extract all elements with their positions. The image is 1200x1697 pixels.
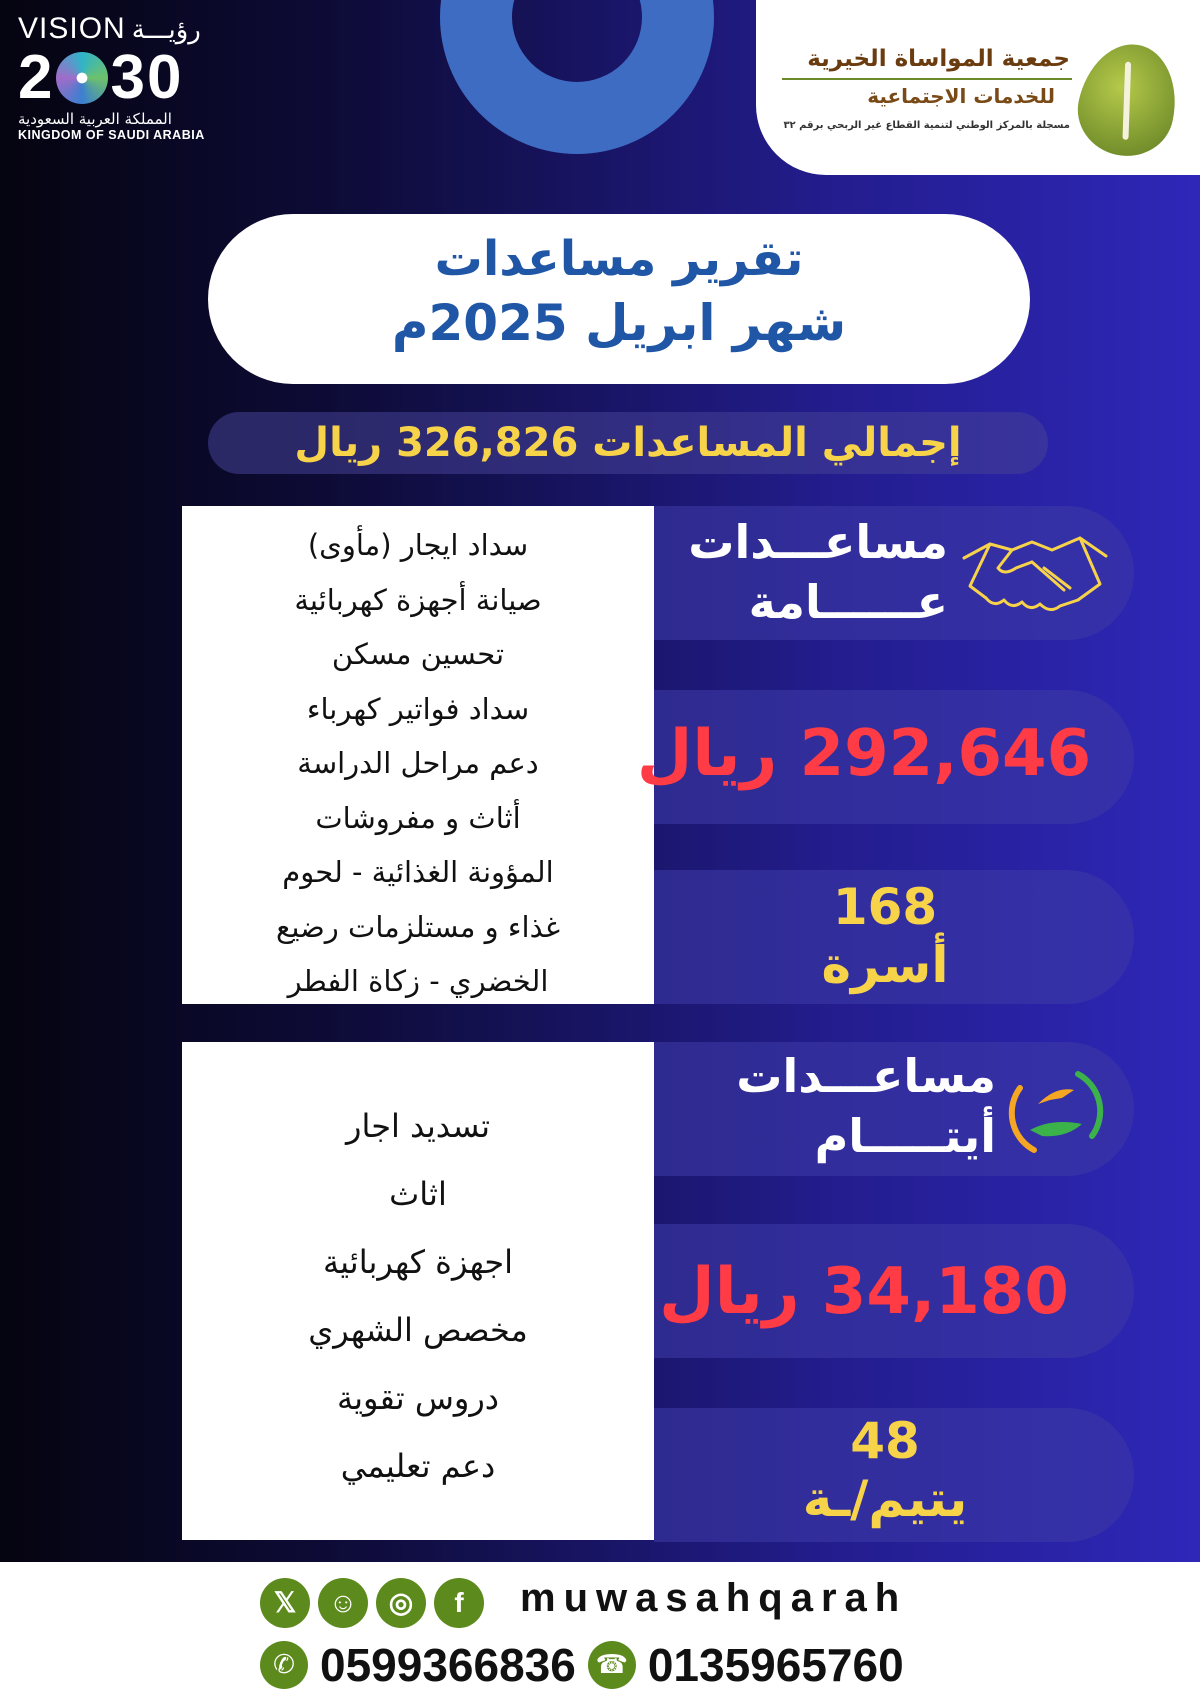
orphans-title (736, 1046, 996, 1166)
report-title-line1: تقرير مساعدات (434, 231, 804, 287)
vision-year-b: 30 (110, 43, 184, 112)
vision-year-a: 2 (18, 43, 55, 112)
orphans-title-line1: مساعـــدات (736, 1049, 996, 1103)
association-name-line1: جمعية المواساة الخيرية (807, 46, 1070, 72)
orphans-items-list (182, 1042, 654, 1540)
list-item: أثاث و مفروشات (315, 800, 521, 835)
general-count-unit: أسرة (821, 936, 949, 994)
orphans-count (760, 1412, 1010, 1528)
list-item: سداد ايجار (مأوى) (307, 528, 529, 562)
list-item: تحسين مسكن (331, 637, 505, 671)
association-registration: مسجلة بالمركز الوطني لتنمية القطاع غير الربحي برقم ٣٢ (783, 120, 1070, 131)
association-leaf-icon (1069, 35, 1186, 165)
instagram-icon[interactable]: ◎ (376, 1578, 426, 1628)
mobile-number[interactable]: 0599366836 (320, 1639, 576, 1691)
list-item: صيانة أجهزة كهربائية (294, 582, 542, 617)
report-title (208, 214, 1030, 384)
list-item: دعم مراحل الدراسة (297, 746, 539, 780)
list-item: اثاث (389, 1175, 447, 1213)
association-logo-card (756, 0, 1200, 175)
general-count (760, 878, 1010, 994)
vision-label-ar: رؤيـــة (131, 15, 201, 45)
phone-number[interactable]: 0135965760 (647, 1639, 904, 1691)
orphans-count-number: 48 (850, 1412, 920, 1470)
x-icon[interactable]: 𝕏 (260, 1578, 310, 1628)
social-icons (260, 1578, 484, 1628)
list-item: سداد فواتير كهرباء (306, 691, 530, 726)
list-item: دروس تقوية (336, 1379, 500, 1417)
association-name-line2: للخدمات الاجتماعية (867, 84, 1055, 108)
handshake-icon (960, 528, 1110, 620)
orphans-count-unit: يتيم/ـة (802, 1470, 968, 1528)
whatsapp-icon: ✆ (260, 1641, 308, 1689)
general-title (688, 512, 948, 632)
general-title-line2: عــــــامة (748, 575, 948, 629)
list-item: غذاء و مستلزمات رضيع (276, 909, 560, 944)
vision-2030-logo (18, 12, 238, 162)
general-amount: 292,646 ريال (636, 717, 1092, 791)
total-assistance: إجمالي المساعدات 326,826 ريال (208, 412, 1048, 474)
snapchat-icon[interactable]: ☺ (318, 1578, 368, 1628)
telephone-icon: ☎ (588, 1641, 636, 1689)
contact-phones (260, 1638, 904, 1692)
list-item: الخضري - زكاة الفطر (287, 964, 549, 998)
decorative-ring (440, 0, 714, 154)
vision-title (18, 12, 238, 46)
kingdom-en: KINGDOM OF SAUDI ARABIA (18, 128, 205, 142)
footer (0, 1562, 1200, 1697)
vision-emblem-icon (56, 52, 108, 104)
list-item: مخصص الشهري (308, 1311, 528, 1349)
facebook-icon[interactable]: f (434, 1578, 484, 1628)
list-item: اجهزة كهربائية (322, 1243, 514, 1281)
orphans-amount: 34,180 ريال (659, 1255, 1069, 1329)
list-item: دعم تعليمي (340, 1447, 496, 1485)
general-items-list (182, 506, 654, 1004)
general-count-number: 168 (832, 878, 938, 936)
list-item: المؤونة الغذائية - لحوم (282, 855, 554, 889)
report-title-line2: شهر ابريل 2025م (391, 294, 847, 352)
vision-year (18, 43, 238, 112)
list-item: تسديد اجار (346, 1107, 490, 1145)
caring-hands-icon (1008, 1064, 1104, 1160)
general-title-line1: مساعـــدات (688, 515, 948, 569)
kingdom-ar: المملكة العربية السعودية (18, 110, 172, 128)
association-divider (782, 78, 1072, 80)
vision-label-en: VISION (18, 12, 126, 45)
orphans-title-line2: أيتـــــام (814, 1109, 996, 1163)
social-handle[interactable]: muwasahqarah (520, 1576, 908, 1620)
